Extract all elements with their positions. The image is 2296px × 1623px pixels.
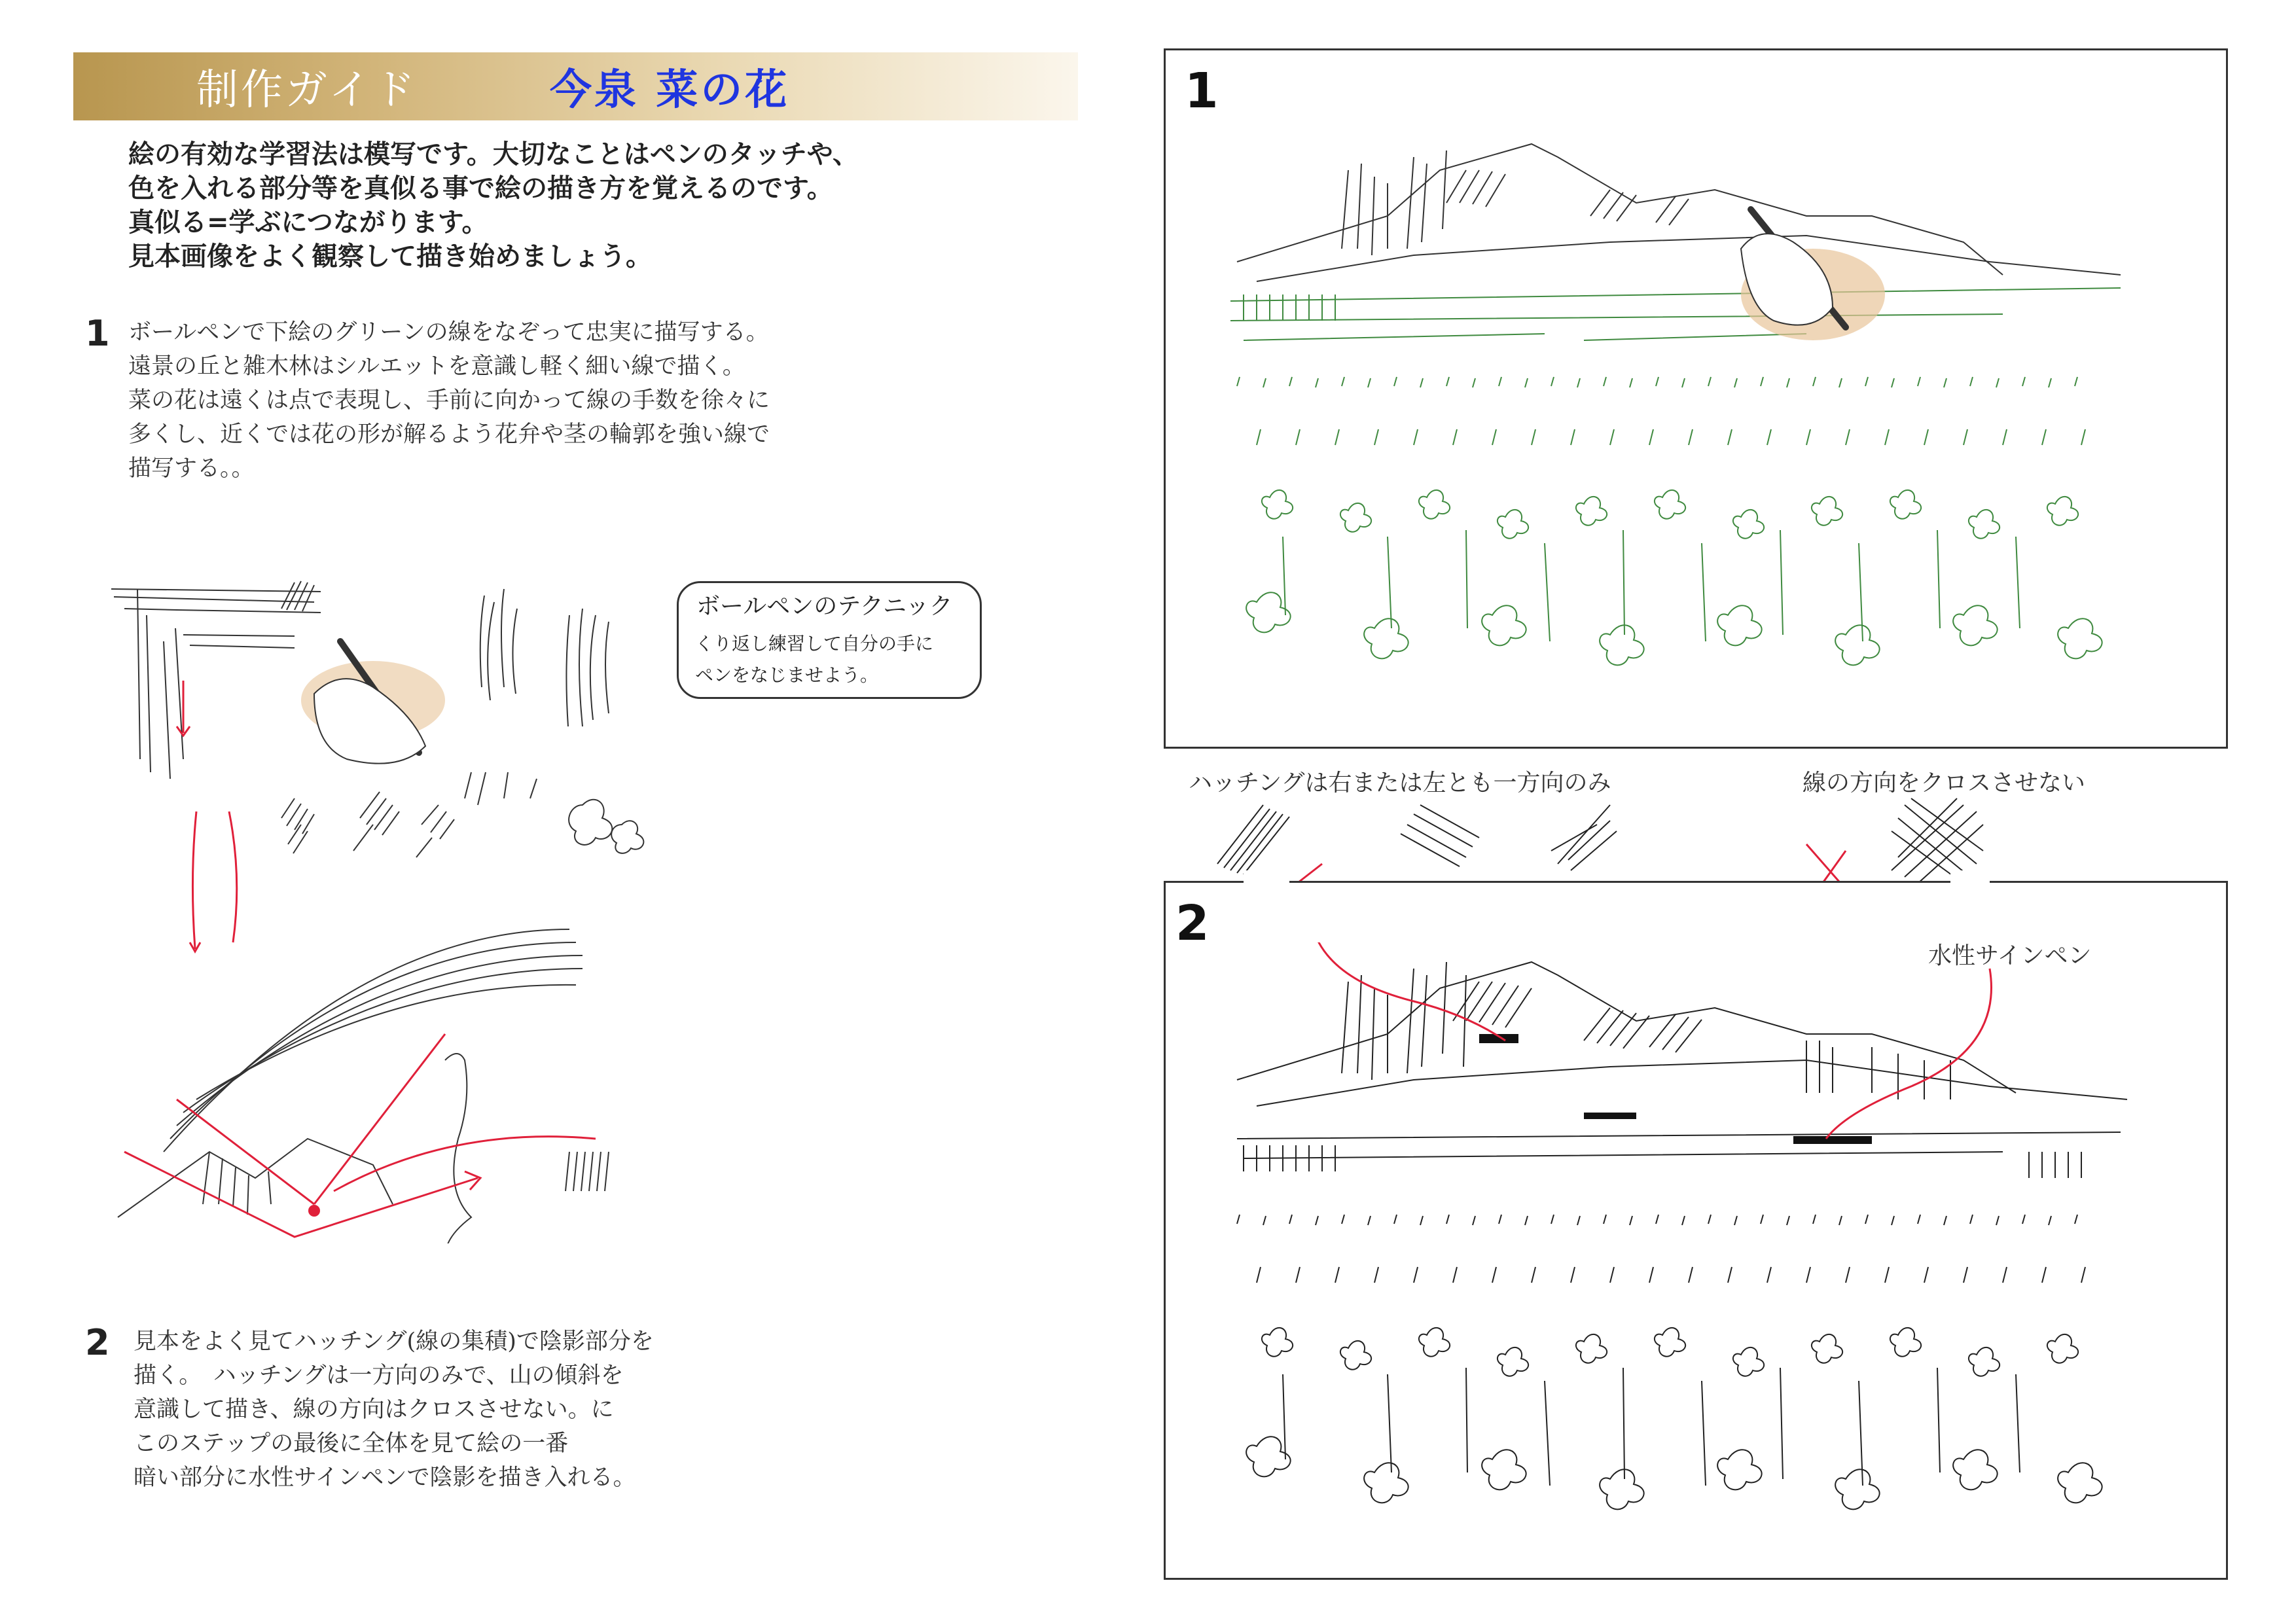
step-2-number: 2: [85, 1322, 110, 1363]
step-line: 意識して描き、線の方向はクロスさせない。に: [134, 1397, 614, 1423]
guide-label: 制作ガイド: [196, 66, 418, 115]
intro-line: 絵の有効な学習法は模写です。大切なことはペンのタッチや、: [128, 139, 859, 169]
step-line: 見本をよく見てハッチング(線の集積)で陰影部分を: [134, 1329, 654, 1355]
page-title: 今泉 菜の花: [550, 66, 790, 115]
panel-2-sketch: [1217, 942, 2147, 1564]
intro-line: 真似る=学ぶにつながります。: [128, 207, 488, 238]
hatching-caption-right: 線の方向をクロスさせない: [1803, 770, 2086, 796]
step-line: 遠景の丘と雑木林はシルエットを意識し軽く細い線で描く。: [128, 353, 745, 380]
panel-2-gap: [1244, 870, 1289, 890]
intro-text: [128, 137, 859, 274]
step-line: このステップの最後に全体を見て絵の一番: [134, 1431, 569, 1457]
intro-line: 色を入れる部分等を真似る事で絵の描き方を覚えるのです。: [128, 173, 833, 204]
technique-text: [695, 628, 933, 691]
panel-2-number: 2: [1175, 895, 1210, 952]
step-line: 多くし、近くでは花の形が解るよう花弁や茎の輪郭を強い線で: [128, 421, 770, 448]
technique-line: くり返し練習して自分の手に: [695, 633, 934, 654]
intro-line: 見本画像をよく観察して描き始めましょう。: [128, 241, 652, 272]
step-1-text: [128, 315, 770, 486]
technique-sketches: [98, 563, 674, 1243]
step-line: 描写する。。: [128, 455, 255, 482]
panel-1-number: 1: [1185, 63, 1219, 119]
panel-2-annotation: 水性サインペン: [1928, 942, 2092, 969]
technique-line: ペンをなじませよう。: [695, 664, 879, 686]
panel-1-sketch: [1217, 131, 2147, 733]
step-line: 描く。 ハッチングは一方向のみで、山の傾斜を: [134, 1363, 624, 1389]
step-line: 菜の花は遠くは点で表現し、手前に向かって線の手数を徐々に: [128, 387, 770, 414]
step-line: ボールペンで下絵のグリーンの線をなぞって忠実に描写する。: [128, 319, 769, 346]
step-1-number: 1: [85, 313, 110, 354]
panel-2-gap: [1950, 870, 1990, 890]
step-2-text: [134, 1325, 654, 1495]
step-line: 暗い部分に水性サインペンで陰影を描き入れる。: [134, 1465, 636, 1491]
hatching-caption-left: ハッチングは右または左とも一方向のみ: [1189, 770, 1611, 796]
technique-title: ボールペンのテクニック: [696, 593, 953, 620]
